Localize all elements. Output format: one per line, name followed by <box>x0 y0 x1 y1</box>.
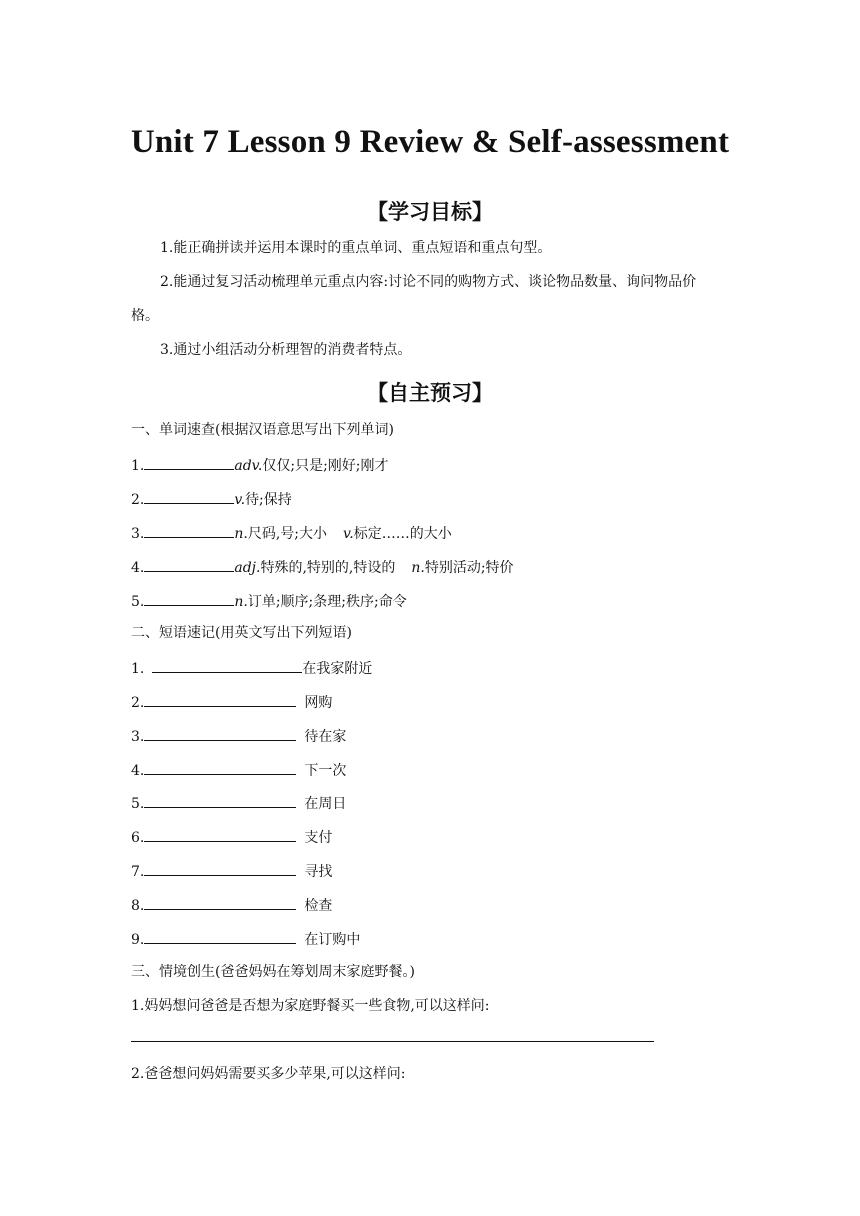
phrase-item: 4. 下一次 <box>131 759 346 781</box>
phrase-item: 9. 在订购中 <box>131 928 360 950</box>
answer-blank[interactable] <box>144 860 296 876</box>
word-item: 4. adj.特殊的,特别的,特设的 n.特别活动;特价 <box>131 556 514 578</box>
phrase-item: 7. 寻找 <box>131 860 332 882</box>
phrase-item: 6. 支付 <box>131 826 332 848</box>
scenario-question-1: 1.妈妈想问爸爸是否想为家庭野餐买一些食物,可以这样问: <box>131 998 490 1014</box>
page-title: Unit 7 Lesson 9 Review & Self-assessment <box>130 124 730 160</box>
preview-heading: 【自主预习】 <box>367 381 493 405</box>
answer-blank[interactable] <box>144 522 234 538</box>
answer-blank[interactable] <box>144 894 296 910</box>
answer-blank[interactable] <box>144 792 296 808</box>
word-item: 3. n.尺码,号;大小 v.标定……的大小 <box>131 522 452 544</box>
section2-title: 二、短语速记(用英文写出下列短语) <box>131 625 352 641</box>
phrase-item: 1. 在我家附近 <box>131 657 372 679</box>
answer-blank[interactable] <box>144 759 296 775</box>
word-item: 2. v.待;保持 <box>131 488 292 510</box>
phrase-item: 8. 检查 <box>131 894 332 916</box>
section1-title: 一、单词速查(根据汉语意思写出下列单词) <box>131 422 394 438</box>
word-item: 5. n.订单;顺序;条理;秩序;命令 <box>131 590 407 612</box>
answer-blank[interactable] <box>144 488 234 504</box>
section3-title: 三、情境创生(爸爸妈妈在筹划周末家庭野餐。) <box>131 964 415 980</box>
goal-item-2-cont: 格。 <box>131 308 159 324</box>
answer-blank[interactable] <box>144 454 234 470</box>
answer-blank[interactable] <box>144 691 296 707</box>
answer-blank[interactable] <box>144 590 234 606</box>
phrase-item: 2. 网购 <box>131 691 332 713</box>
answer-blank[interactable] <box>144 928 296 944</box>
goal-item-3: 3.通过小组活动分析理智的消费者特点。 <box>160 342 412 358</box>
word-item: 1. adv.仅仅;只是;刚好;刚才 <box>131 454 389 476</box>
goal-item-2: 2.能通过复习活动梳理单元重点内容:讨论不同的购物方式、谈论物品数量、询问物品价 <box>160 274 697 290</box>
answer-blank[interactable] <box>144 725 296 741</box>
phrase-item: 3. 待在家 <box>131 725 346 747</box>
answer-line[interactable] <box>131 1041 654 1042</box>
answer-blank[interactable] <box>144 826 296 842</box>
answer-blank[interactable] <box>144 556 234 572</box>
goals-heading: 【学习目标】 <box>367 200 493 224</box>
answer-blank[interactable] <box>152 657 302 673</box>
scenario-question-2: 2.爸爸想问妈妈需要买多少苹果,可以这样问: <box>131 1066 406 1082</box>
goal-item-1: 1.能正确拼读并运用本课时的重点单词、重点短语和重点句型。 <box>160 240 552 256</box>
phrase-item: 5. 在周日 <box>131 792 346 814</box>
